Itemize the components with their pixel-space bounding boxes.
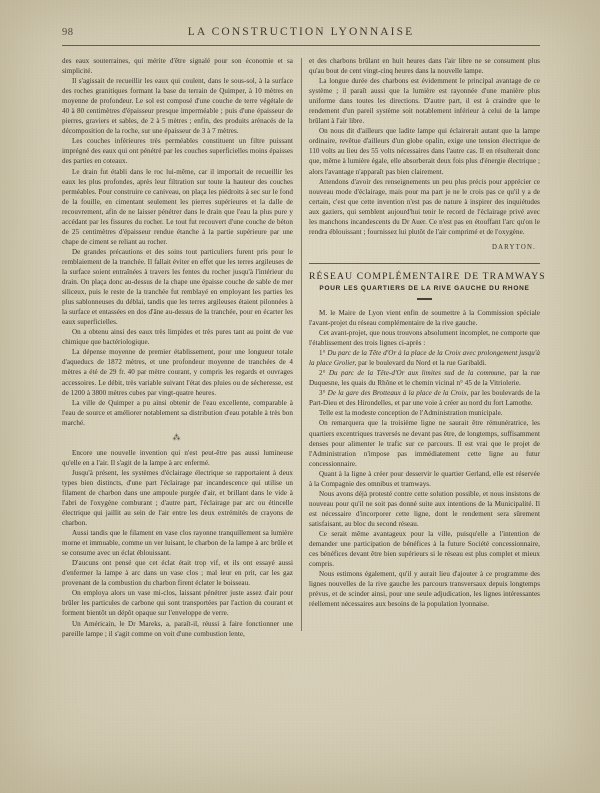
masthead-rule xyxy=(62,45,540,46)
list-item-text: par les boulevards de la Part-Dieu et des Hirondelles, et par une voie à créer au nord du fort Lamothe. xyxy=(309,389,540,408)
paragraph: D'aucuns ont pensé que cet éclat était trop vif, et ils ont essayé aussi d'enfermer la lampe à arc dans un vase clos ; mal leur en prit, car les gaz provenant de la combustion du charbon firent éclater le boisseau. xyxy=(62,559,293,588)
list-item xyxy=(309,368,540,388)
section-divider-asterism: ⁂ xyxy=(172,432,183,442)
paragraph: De grandes précautions et des soins tout particuliers furent pris pour le remblaiement de la tranchée. Il fallait éviter en effet que les terres argileuses de la surface soient entraînées à travers les fentes du rocher jusqu'à l'intérieur du drain. On plaça donc au-dessus de la chape une épaisse couche de sable de mer siliceux, puis le reste de la tranchée fut remblayé en employant les parties les plus sablonneuses du déblai, tandis que les terres argileuses étaient pilonnées à la surface et entassées en dos d'âne au-dessus de la tranchée, pour en écarter les eaux superficielles. xyxy=(62,247,293,327)
list-item-text: par la rue Duquesne, les quais du Rhône et le chemin vicinal n° 45 de la Vitriolerie. xyxy=(309,369,541,388)
paragraph: Il s'agissait de recueillir les eaux qui coulent, dans le sous-sol, à la surface des roches granitiques formant la base du terrain de Quimper, à 10 mètres en moyenne de profondeur. Le sol est composé d'une couche de terre végétale de 40 à 80 centimètres d'épaisseur presque imperméable ; puis d'une épaisseur de pierres, graviers et sables, de 2 à 5 mètres ; enfin, des produits arénacés de la décomposition de la roche, sur une épaisseur de 3 à 7 mètres. xyxy=(62,77,293,136)
paragraph: Telle est la modeste conception de l'Administration municipale. xyxy=(319,409,503,418)
column-divider-rule xyxy=(301,58,302,631)
paragraph: Attendons d'avoir des renseignements un peu plus précis pour apprécier ce nouveau mode d'éclairage, mais pour ma part je ne le crois pas ce qu'il y a de certain, c'est que cette invention n'est pas de nature à inspirer des inquiétudes aux gaziers, qui semblent aujourd'hui tenir le record de l'éclairage privé avec les manchons incandescents du Dr Auer. Ce n'est pas en étouffant l'arc qu'on le rendra éblouissant ; fournissez lui plutôt de l'air comprimé et de l'oxygène. xyxy=(309,177,540,236)
paragraph: On remarquera que la troisième ligne ne saurait être rémunératrice, les quartiers excentriques traversés ne devant pas être, de longtemps, suffisamment denses pour alimenter le trafic sur ce parcours. Il est vrai que le projet de l'Administration n'impose pas immédiatement cette ligne au futur concessionnaire. xyxy=(309,419,540,468)
paragraph: On nous dit d'ailleurs que ladite lampe qui éclairerait autant que la lampe ordinaire, revêtue d'ailleurs d'un globe opalin, exige une tension électrique de 110 volts au lieu des 55 volts nécessaires dans l'autre cas. Il en résulterait donc que, même à lumière égale, elle absorberait deux fois plus d'énergie électrique ; alors l'avantage n'apparaît pas bien clairement. xyxy=(309,127,540,176)
paragraph: La longue durée des charbons est évidemment le principal avantage de ce système ; il paraît aussi que la lumière est rayonnée d'une manière plus uniforme dans toutes les directions. D'autre part, il est à craindre que le rendement d'un pareil système soit notablement inférieur à celui de la lampe brûlant à l'air libre. xyxy=(309,77,540,126)
right-column xyxy=(309,56,546,756)
article-header xyxy=(309,263,546,300)
paragraph: Encore une nouvelle invention qui n'est peut-être pas aussi lumineuse qu'elle en a l'air. Il s'agit de la lampe à arc enfermé. xyxy=(62,448,293,467)
paragraph: Aussi tandis que le filament en vase clos rayonne tranquillement sa lumière morne et immuable, comme un ver luisant, le charbon de la lampe à arc brûle et se consume avec un éclat éblouissant. xyxy=(62,529,293,558)
list-item-italic-text: Du parc de la Tête d'Or à la place de la Croix avec prolongement jusqu'à la place Grolier, xyxy=(309,349,540,368)
paragraph: La dépense moyenne de premier établissement, pour une longueur totale d'aqueducs de 1872 mètres, et une profondeur moyenne de tranchées de 4 mètres a été de 29 fr. 40 par mètre courant, y compris les regards et ouvrages accessoires. Le débit, très variable suivant l'état des pluies ou de sécheresse, est de 1200 à 3800 mètres cubes par vingt-quatre heures. xyxy=(62,348,293,397)
list-item-italic-text: De la gare des Brotteaux à la place de la Croix, xyxy=(327,389,469,398)
left-column xyxy=(62,56,293,756)
list-item xyxy=(309,348,540,368)
list-item-text: par le boulevard du Nord et la rue Garibaldi. xyxy=(358,359,487,368)
list-item-number: 2° xyxy=(319,369,326,378)
paragraph: Le drain fut établi dans le roc lui-même, car il importait de recueillir les eaux les plus profondes, après leur filtration sur toute la hauteur des couches perméables. Pour construire ce caniveau, on plaça les piédroits à sec sur le fond de la fouille, en cimentant seulement les pierres supérieures et la dalle de recouvrement, afin de ne laisser pénétrer dans le drain que l'eau la plus pure y accédant par les fissures du rocher. Le tout fut recouvert d'une couche de béton de 25 centimètres d'épaisseur rendue étanche à la partie supérieure par une chape de ciment se reliant au rocher. xyxy=(62,167,293,246)
article-ornament-rule xyxy=(417,298,432,300)
paragraph: Un Américain, le Dr Mareks, a, paraît-il, réussi à faire fonctionner une pareille lampe ; il s'agit comme on voit d'une combustion lente, xyxy=(62,619,293,638)
paragraph: des eaux souterraines, qui mérite d'être signalé pour son économie et sa simplicité. xyxy=(62,57,293,76)
paragraph: et des charbons brûlant en huit heures dans l'air libre ne se consument plus qu'au bout de cent vingt-cinq heures dans la nouvelle lampe. xyxy=(309,57,540,76)
column-gutter xyxy=(293,56,309,756)
two-column-body xyxy=(62,56,546,756)
paragraph: On a obtenu ainsi des eaux très limpides et très pures tant au point de vue chimique que bactériologique. xyxy=(62,328,293,347)
page-masthead xyxy=(62,26,540,38)
list-item-number: 3° xyxy=(319,389,326,398)
paragraph: On employa alors un vase mi-clos, laissant pénétrer juste assez d'air pour brûler les particules de carbone qui sont transportées par l'action du courant et forment bientôt un dépôt opaque sur l'enveloppe de verre. xyxy=(62,589,293,618)
article-title: RÉSEAU COMPLÉMENTAIRE DE TRAMWAYS xyxy=(309,270,546,282)
paragraph: Nous estimons également, qu'il y aurait lieu d'ajouter à ce programme des lignes nouvelles de la rive gauche les parcours transversaux depuis longtemps prévus, et de scinder ainsi, pour une seule adjudication, les lignes intéressantes réellement nécessaires aux besoins de la population lyonnaise. xyxy=(309,570,540,609)
paragraph: Cet avant-projet, que nous trouvons absolument incomplet, ne comporte que l'établissement des trois lignes ci-après : xyxy=(309,329,540,348)
paragraph: Ce serait même avantageux pour la ville, puisqu'elle a l'intention de demander une participation de bénéfices à la future Société concessionnaire, ces bénéfices devant être bien supérieurs si le réseau est plus complet et mieux compris. xyxy=(309,529,540,569)
article-top-rule xyxy=(309,263,540,264)
paragraph: La ville de Quimper a pu ainsi obtenir de l'eau excellente, comparable à l'eau de source et améliorer notablement sa distribution d'eau potable à très bon marché. xyxy=(62,398,293,427)
paragraph: Quant à la ligne à créer pour desservir le quartier Gerland, elle est réservée à la Compagnie des omnibus et tramways. xyxy=(309,469,540,488)
paragraph: Les couches inférieures très perméables constituent un filtre puissant imprégné des eaux qui ont pénétré par les couches superficielles moins épaisses des parties en coteaux. xyxy=(62,137,293,166)
list-item xyxy=(309,388,540,408)
paragraph: Jusqu'à présent, les systèmes d'éclairage électrique se rapportaient à deux types bien distincts, d'une part l'éclairage par incandescence qui utilise un filament de charbon dans une ampoule purgée d'air, et brillant dans le vide à l'abri de l'oxygène comburant ; d'autre part, l'éclairage par arc ou étincelle électrique qui jaillit au sein de l'air entre les deux extrémités de crayons de charbon. xyxy=(62,468,293,528)
journal-title: LA CONSTRUCTION LYONNAISE xyxy=(187,26,415,38)
article-signature: DARYTON. xyxy=(491,243,536,251)
paragraph: Nous avons déjà protesté contre cette solution possible, et nous insistons de nouveau pour qu'il ne soit pas donné suite aux intentions de la Municipalité. Il est nécessaire d'incorporer cette ligne, dont le rendement sera sûrement satisfaisant, au bloc du second réseau. xyxy=(309,489,540,528)
list-item-italic-text: Du parc de la Tête-d'Or aux limites sud de la commune, xyxy=(328,369,507,378)
article-subtitle: POUR LES QUARTIERS DE LA RIVE GAUCHE DU RHONE xyxy=(319,285,530,293)
list-item-number: 1° xyxy=(319,349,326,358)
page-number: 98 xyxy=(62,27,74,38)
paragraph: M. le Maire de Lyon vient enfin de soumettre à la Commission spéciale l'avant-projet du réseau complémentaire de la rive gauche. xyxy=(309,308,540,327)
